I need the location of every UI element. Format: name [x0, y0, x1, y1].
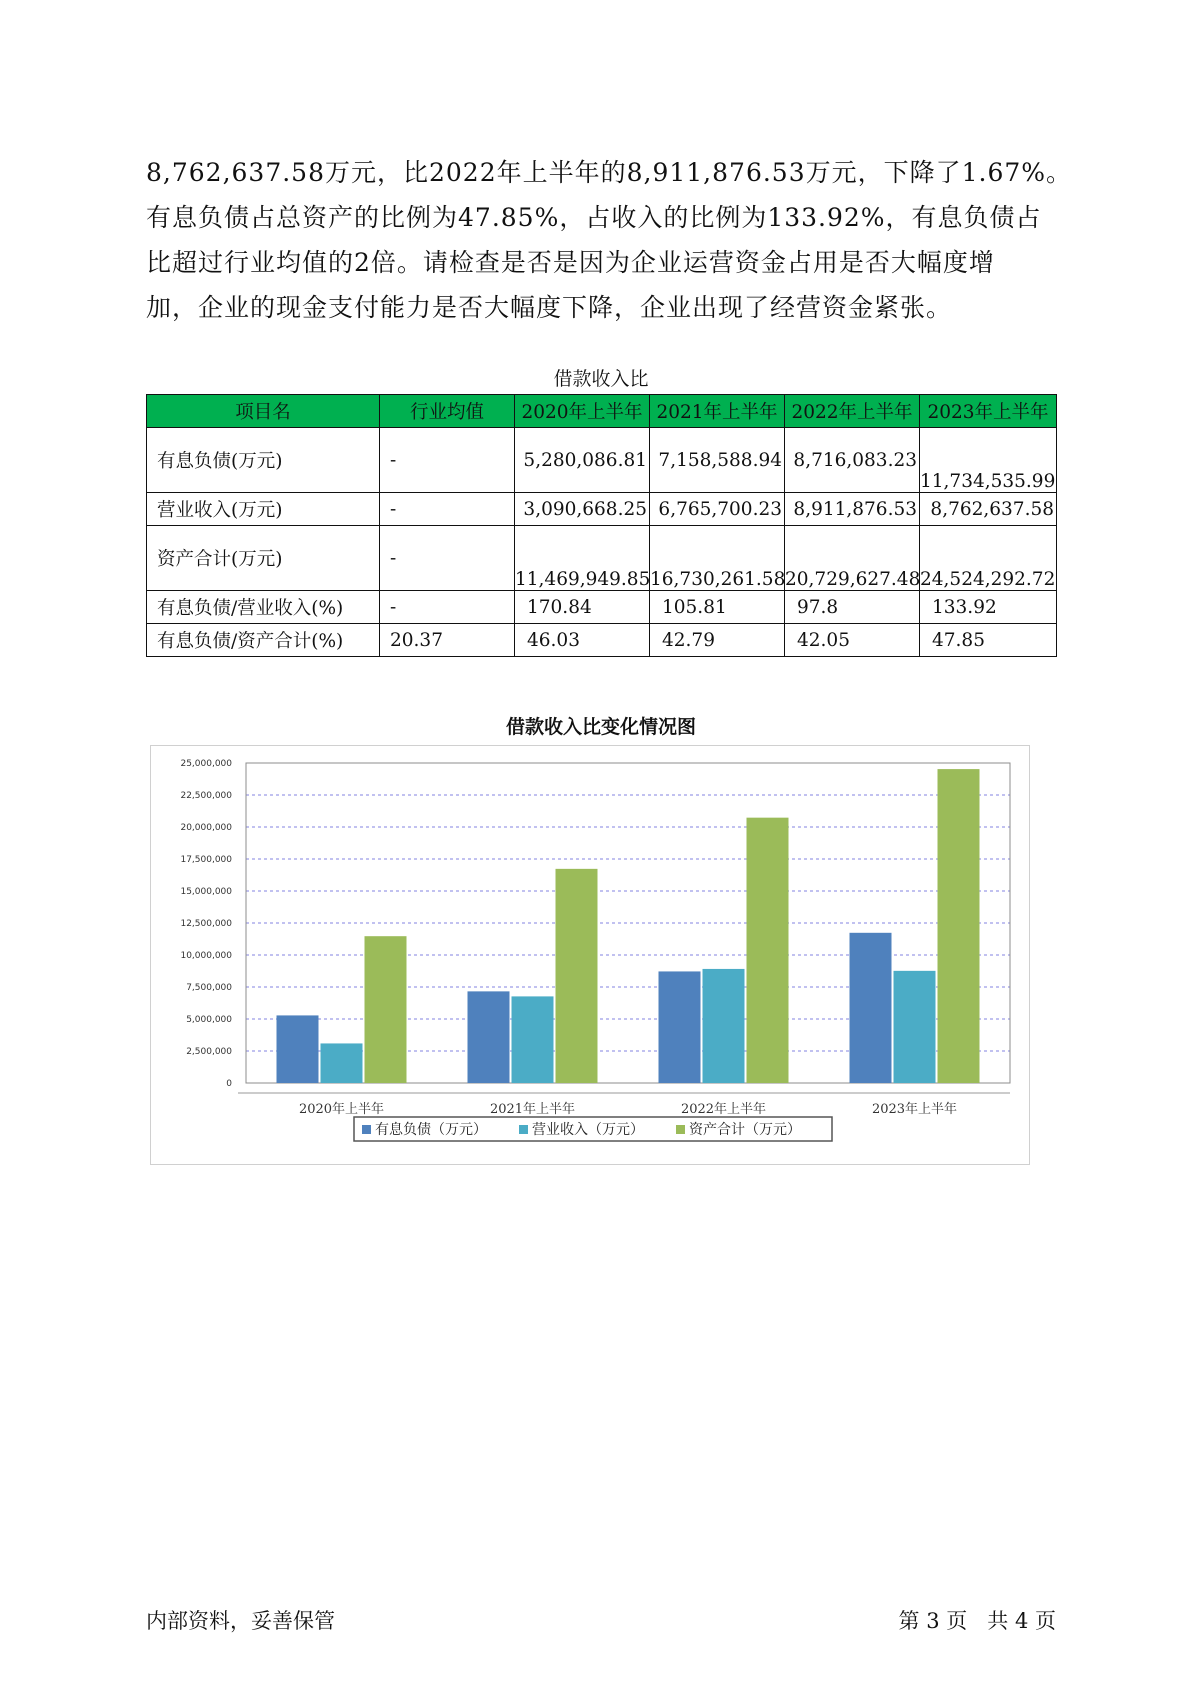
row-name: 资产合计(万元) — [147, 526, 380, 591]
paragraph-line: 8,762,637.58万元，比2022年上半年的8,911,876.53万元，下降了1.67%。 — [146, 158, 1073, 187]
paragraph — [146, 150, 1073, 330]
row-avg: - — [380, 428, 515, 493]
row-avg: - — [380, 526, 515, 591]
table-row — [147, 428, 1057, 493]
table-row — [147, 624, 1057, 657]
legend-swatch — [519, 1125, 528, 1134]
cell-value: 47.85 — [920, 624, 1057, 657]
x-tick-label: 2023年上半年 — [871, 1102, 958, 1117]
bar — [659, 971, 701, 1083]
y-tick-label: 10,000,000 — [180, 951, 232, 961]
bar — [321, 1043, 363, 1083]
cell-value: 8,716,083.23 — [785, 428, 920, 493]
header-cell: 2021年上半年 — [650, 395, 785, 428]
y-tick-label: 12,500,000 — [180, 919, 232, 929]
cell-value: 24,524,292.72 — [920, 526, 1057, 591]
cell-value: 8,911,876.53 — [785, 493, 920, 526]
legend-label: 营业收入（万元） — [532, 1122, 644, 1138]
cell-value: 16,730,261.58 — [650, 526, 785, 591]
data-table — [146, 394, 1057, 657]
y-tick-label: 5,000,000 — [186, 1015, 232, 1025]
legend-swatch — [362, 1125, 371, 1134]
table-row — [147, 591, 1057, 624]
table-row — [147, 526, 1057, 591]
table-caption: 借款收入比 — [553, 368, 649, 390]
footer-confidential: 内部资料，妥善保管 — [146, 1609, 335, 1633]
y-tick-label: 25,000,000 — [180, 759, 232, 769]
y-tick-label: 2,500,000 — [186, 1047, 232, 1057]
bar — [277, 1015, 319, 1083]
y-tick-label: 7,500,000 — [186, 983, 232, 993]
bar — [703, 969, 745, 1083]
cell-value: 42.79 — [650, 624, 785, 657]
paragraph-line: 有息负债占总资产的比例为47.85%，占收入的比例为133.92%，有息负债占 — [146, 203, 1042, 232]
bar — [512, 996, 554, 1083]
paragraph-line: 比超过行业均值的2倍。请检查是否是因为企业运营资金占用是否大幅度增 — [146, 248, 995, 277]
y-tick-label: 20,000,000 — [180, 823, 232, 833]
cell-value: 11,734,535.99 — [920, 428, 1057, 493]
cell-value: 97.8 — [785, 591, 920, 624]
row-avg: - — [380, 591, 515, 624]
cell-value: 46.03 — [515, 624, 650, 657]
x-tick-label: 2022年上半年 — [680, 1102, 767, 1117]
bar — [747, 818, 789, 1083]
header-cell: 2022年上半年 — [785, 395, 920, 428]
header-cell: 行业均值 — [380, 395, 515, 428]
header-cell: 项目名 — [147, 395, 380, 428]
y-tick-label: 17,500,000 — [180, 855, 232, 865]
legend-label: 有息负债（万元） — [375, 1122, 487, 1138]
chart-title: 借款收入比变化情况图 — [505, 716, 696, 738]
paragraph-line: 加，企业的现金支付能力是否大幅度下降，企业出现了经营资金紧张。 — [146, 293, 953, 322]
header-cell: 2023年上半年 — [920, 395, 1057, 428]
bar — [894, 971, 936, 1083]
row-name: 有息负债/营业收入(%) — [147, 591, 380, 624]
cell-value: 7,158,588.94 — [650, 428, 785, 493]
legend-label: 资产合计（万元） — [689, 1122, 801, 1138]
x-tick-label: 2020年上半年 — [298, 1102, 385, 1117]
header-cell: 2020年上半年 — [515, 395, 650, 428]
bar — [850, 933, 892, 1083]
cell-value: 8,762,637.58 — [920, 493, 1057, 526]
cell-value: 20,729,627.48 — [785, 526, 920, 591]
y-tick-label: 15,000,000 — [180, 887, 232, 897]
bar-chart — [150, 745, 1030, 1165]
bar — [468, 991, 510, 1083]
y-tick-label: 0 — [226, 1079, 232, 1089]
cell-value: 3,090,668.25 — [515, 493, 650, 526]
cell-value: 133.92 — [920, 591, 1057, 624]
legend-swatch — [676, 1125, 685, 1134]
row-avg: 20.37 — [380, 624, 515, 657]
cell-value: 11,469,949.85 — [515, 526, 650, 591]
table-row — [147, 493, 1057, 526]
row-name: 有息负债/资产合计(%) — [147, 624, 380, 657]
y-tick-label: 22,500,000 — [180, 791, 232, 801]
table-header-row — [147, 395, 1057, 428]
cell-value: 105.81 — [650, 591, 785, 624]
bar — [938, 769, 980, 1083]
row-name: 有息负债(万元) — [147, 428, 380, 493]
cell-value: 42.05 — [785, 624, 920, 657]
cell-value: 170.84 — [515, 591, 650, 624]
row-name: 营业收入(万元) — [147, 493, 380, 526]
bar — [365, 936, 407, 1083]
row-avg: - — [380, 493, 515, 526]
cell-value: 5,280,086.81 — [515, 428, 650, 493]
bar — [556, 869, 598, 1083]
cell-value: 6,765,700.23 — [650, 493, 785, 526]
page-number: 第 3 页 共 4 页 — [898, 1609, 1056, 1633]
x-tick-label: 2021年上半年 — [489, 1102, 576, 1117]
